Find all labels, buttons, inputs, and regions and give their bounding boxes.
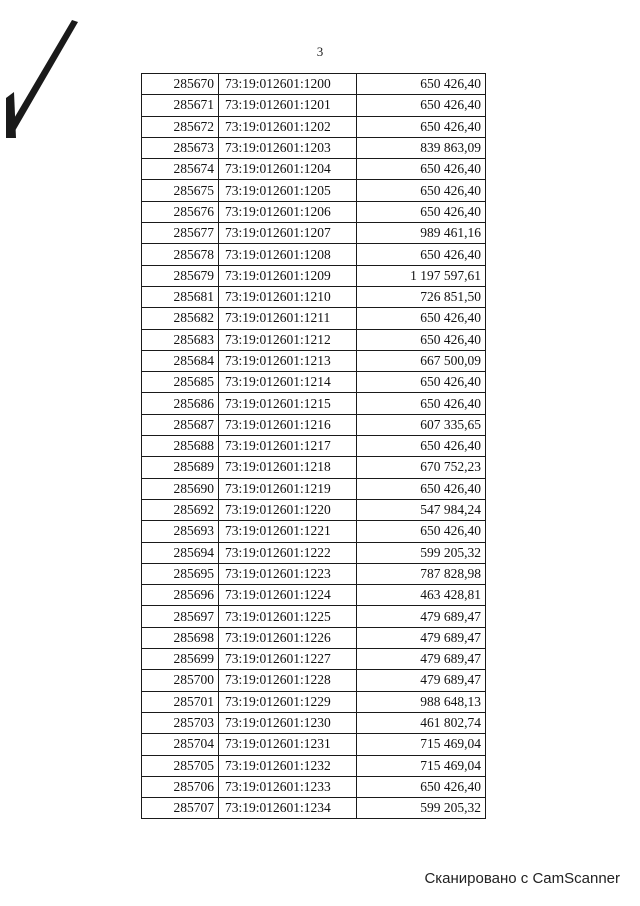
object-id-cell: 285703 (142, 712, 219, 733)
cadastral-value-cell: 650 426,40 (357, 478, 486, 499)
cadastral-number-cell: 73:19:012601:1222 (219, 542, 357, 563)
object-id-cell: 285699 (142, 649, 219, 670)
cadastral-number-cell: 73:19:012601:1231 (219, 734, 357, 755)
table-row (142, 563, 486, 584)
cadastral-value-cell: 463 428,81 (357, 585, 486, 606)
object-id-cell: 285687 (142, 414, 219, 435)
cadastral-number-cell: 73:19:012601:1215 (219, 393, 357, 414)
cadastral-value-cell: 479 689,47 (357, 606, 486, 627)
table-row (142, 457, 486, 478)
cadastral-value-cell: 988 648,13 (357, 691, 486, 712)
table-row (142, 201, 486, 222)
cadastral-value-cell: 599 205,32 (357, 798, 486, 819)
cadastral-value-cell: 650 426,40 (357, 393, 486, 414)
cadastral-number-cell: 73:19:012601:1226 (219, 627, 357, 648)
object-id-cell: 285700 (142, 670, 219, 691)
table-body (142, 74, 486, 819)
object-id-cell: 285676 (142, 201, 219, 222)
cadastral-number-cell: 73:19:012601:1221 (219, 521, 357, 542)
cadastral-value-cell: 461 802,74 (357, 712, 486, 733)
table-row (142, 627, 486, 648)
cadastral-number-cell: 73:19:012601:1224 (219, 585, 357, 606)
cadastral-number-cell: 73:19:012601:1211 (219, 308, 357, 329)
cadastral-value-cell: 599 205,32 (357, 542, 486, 563)
cadastral-value-cell: 650 426,40 (357, 329, 486, 350)
cadastral-value-cell: 650 426,40 (357, 201, 486, 222)
page-number: 3 (316, 44, 324, 59)
object-id-cell: 285682 (142, 308, 219, 329)
object-id-cell: 285670 (142, 74, 219, 95)
table-row (142, 691, 486, 712)
object-id-cell: 285705 (142, 755, 219, 776)
cadastral-value-cell: 650 426,40 (357, 521, 486, 542)
object-id-cell: 285698 (142, 627, 219, 648)
cadastral-number-cell: 73:19:012601:1209 (219, 265, 357, 286)
cadastral-value-cell: 650 426,40 (357, 372, 486, 393)
table-row (142, 436, 486, 457)
table-row (142, 265, 486, 286)
cadastral-number-cell: 73:19:012601:1208 (219, 244, 357, 265)
table-row (142, 734, 486, 755)
scan-edge-mark (0, 8, 90, 138)
object-id-cell: 285697 (142, 606, 219, 627)
table-row (142, 755, 486, 776)
table-row (142, 393, 486, 414)
object-id-cell: 285675 (142, 180, 219, 201)
object-id-cell: 285681 (142, 286, 219, 307)
cadastral-number-cell: 73:19:012601:1219 (219, 478, 357, 499)
cadastral-number-cell: 73:19:012601:1214 (219, 372, 357, 393)
cadastral-value-cell: 1 197 597,61 (357, 265, 486, 286)
object-id-cell: 285688 (142, 436, 219, 457)
object-id-cell: 285683 (142, 329, 219, 350)
table-row (142, 223, 486, 244)
cadastral-number-cell: 73:19:012601:1227 (219, 649, 357, 670)
cadastral-number-cell: 73:19:012601:1212 (219, 329, 357, 350)
object-id-cell: 285701 (142, 691, 219, 712)
object-id-cell: 285685 (142, 372, 219, 393)
object-id-cell: 285673 (142, 137, 219, 158)
cadastral-value-cell: 787 828,98 (357, 563, 486, 584)
table-row (142, 95, 486, 116)
cadastral-value-table (141, 73, 486, 819)
cadastral-value-cell: 650 426,40 (357, 116, 486, 137)
cadastral-value-cell: 479 689,47 (357, 627, 486, 648)
table-row (142, 180, 486, 201)
object-id-cell: 285671 (142, 95, 219, 116)
object-id-cell: 285707 (142, 798, 219, 819)
cadastral-number-cell: 73:19:012601:1233 (219, 776, 357, 797)
cadastral-value-cell: 726 851,50 (357, 286, 486, 307)
cadastral-value-cell: 650 426,40 (357, 95, 486, 116)
table-row (142, 244, 486, 265)
cadastral-value-cell: 715 469,04 (357, 755, 486, 776)
table-row (142, 159, 486, 180)
cadastral-value-cell: 607 335,65 (357, 414, 486, 435)
cadastral-value-cell: 650 426,40 (357, 180, 486, 201)
table-row (142, 670, 486, 691)
object-id-cell: 285677 (142, 223, 219, 244)
cadastral-number-cell: 73:19:012601:1207 (219, 223, 357, 244)
table-row (142, 776, 486, 797)
table-row (142, 350, 486, 371)
cadastral-number-cell: 73:19:012601:1200 (219, 74, 357, 95)
table-row (142, 414, 486, 435)
cadastral-number-cell: 73:19:012601:1202 (219, 116, 357, 137)
cadastral-value-cell: 650 426,40 (357, 159, 486, 180)
table-row (142, 308, 486, 329)
cadastral-number-cell: 73:19:012601:1210 (219, 286, 357, 307)
object-id-cell: 285690 (142, 478, 219, 499)
cadastral-value-cell: 650 426,40 (357, 74, 486, 95)
cadastral-value-cell: 650 426,40 (357, 308, 486, 329)
cadastral-value-cell: 650 426,40 (357, 436, 486, 457)
cadastral-value-cell: 839 863,09 (357, 137, 486, 158)
cadastral-number-cell: 73:19:012601:1206 (219, 201, 357, 222)
object-id-cell: 285689 (142, 457, 219, 478)
cadastral-value-cell: 650 426,40 (357, 776, 486, 797)
table-row (142, 372, 486, 393)
table-row (142, 478, 486, 499)
object-id-cell: 285684 (142, 350, 219, 371)
cadastral-value-cell: 650 426,40 (357, 244, 486, 265)
cadastral-number-cell: 73:19:012601:1216 (219, 414, 357, 435)
cadastral-value-cell: 715 469,04 (357, 734, 486, 755)
table-row (142, 329, 486, 350)
cadastral-value-cell: 989 461,16 (357, 223, 486, 244)
table-row (142, 116, 486, 137)
object-id-cell: 285674 (142, 159, 219, 180)
object-id-cell: 285692 (142, 499, 219, 520)
table-row (142, 649, 486, 670)
table-row (142, 286, 486, 307)
object-id-cell: 285694 (142, 542, 219, 563)
cadastral-number-cell: 73:19:012601:1232 (219, 755, 357, 776)
cadastral-value-cell: 670 752,23 (357, 457, 486, 478)
object-id-cell: 285695 (142, 563, 219, 584)
cadastral-number-cell: 73:19:012601:1228 (219, 670, 357, 691)
table-row (142, 521, 486, 542)
table-row (142, 499, 486, 520)
cadastral-number-cell: 73:19:012601:1223 (219, 563, 357, 584)
cadastral-value-cell: 479 689,47 (357, 649, 486, 670)
object-id-cell: 285679 (142, 265, 219, 286)
cadastral-number-cell: 73:19:012601:1203 (219, 137, 357, 158)
cadastral-number-cell: 73:19:012601:1201 (219, 95, 357, 116)
cadastral-value-cell: 479 689,47 (357, 670, 486, 691)
object-id-cell: 285672 (142, 116, 219, 137)
table-row (142, 137, 486, 158)
cadastral-number-cell: 73:19:012601:1220 (219, 499, 357, 520)
cadastral-value-cell: 667 500,09 (357, 350, 486, 371)
object-id-cell: 285704 (142, 734, 219, 755)
cadastral-number-cell: 73:19:012601:1225 (219, 606, 357, 627)
cadastral-number-cell: 73:19:012601:1229 (219, 691, 357, 712)
table-row (142, 712, 486, 733)
cadastral-number-cell: 73:19:012601:1213 (219, 350, 357, 371)
cadastral-value-cell: 547 984,24 (357, 499, 486, 520)
cadastral-number-cell: 73:19:012601:1234 (219, 798, 357, 819)
table-row (142, 585, 486, 606)
cadastral-number-cell: 73:19:012601:1204 (219, 159, 357, 180)
object-id-cell: 285696 (142, 585, 219, 606)
cadastral-number-cell: 73:19:012601:1230 (219, 712, 357, 733)
cadastral-number-cell: 73:19:012601:1218 (219, 457, 357, 478)
table-row (142, 542, 486, 563)
cadastral-number-cell: 73:19:012601:1217 (219, 436, 357, 457)
table-row (142, 798, 486, 819)
object-id-cell: 285693 (142, 521, 219, 542)
camscanner-watermark: Сканировано с CamScanner (424, 870, 620, 887)
table-row (142, 74, 486, 95)
cadastral-number-cell: 73:19:012601:1205 (219, 180, 357, 201)
object-id-cell: 285678 (142, 244, 219, 265)
object-id-cell: 285706 (142, 776, 219, 797)
object-id-cell: 285686 (142, 393, 219, 414)
table-row (142, 606, 486, 627)
